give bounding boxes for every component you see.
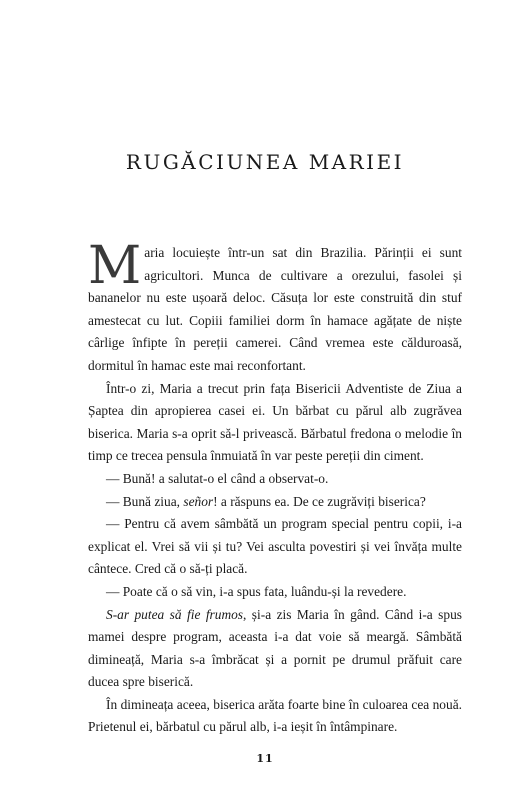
paragraph-7 <box>88 604 462 694</box>
paragraph-8: În dimineața aceea, biserica arăta foarte bine în culoarea cea nouă. Prietenul ei, bărbatul cu părul alb, i-a ieșit în întâmpinare. <box>88 696 462 735</box>
drop-cap: M <box>88 236 142 296</box>
paragraph-5: — Pentru că avem sâmbătă un program special pentru copii, i-a explicat el. Vrei să vii și tu? Vei asculta povestiri și vei învăța multe cântece. Cred că o să-ți placă. <box>88 516 462 577</box>
paragraph-7-emphasis: S-ar putea să fie frumos <box>106 606 244 622</box>
paragraph-4-text-b: ! a răspuns ea. De ce zugrăviți biserica? <box>213 493 426 509</box>
paragraph-6: — Poate că o să vin, i-a spus fata, luându-și la revedere. <box>106 583 407 599</box>
paragraph-1 <box>88 236 462 378</box>
page-number: 11 <box>256 752 274 765</box>
paragraph-7-text: , și-a zis Maria în gând. Când i-a spus mamei despre program, aceasta i-a dat voie să meargă. Sâmbătă dimineață, Maria s-a îmbrăcat și a pornit pe drumul prăfuit care ducea spre biserică. <box>88 606 462 690</box>
paragraph-1-text: aria locuiește într-un sat din Brazilia. Părinții ei sunt agricultori. Munca de cultivare a orezului, fasolei și bananelor nu este ușoară deloc. Căsuța lor este construită din stuf amestecat cu lut. Copiii familiei dorm în hamace agățate de niște cârlige înfipte în pereții camerei. Când vremea este călduroasă, dormitul în hamac este mai reconfortant. <box>88 245 462 373</box>
paragraph-4-emphasis: señor <box>183 493 214 509</box>
paragraph-2: Într-o zi, Maria a trecut prin fața Bisericii Adventiste de Ziua a Șaptea din apropierea casei ei. Un bărbat cu părul alb zugrăvea biserica. Maria s-a oprit să-l privească. Bărbatul fredona o melodie în timp ce trecea pensula înmuiată în var peste pereții din ciment. <box>88 380 462 464</box>
paragraph-4 <box>88 491 462 514</box>
chapter-body <box>88 236 462 739</box>
paragraph-4-text-a: — Bună ziua, <box>106 493 184 509</box>
paragraph-3: — Bună! a salutat-o el când a observat-o. <box>106 470 329 486</box>
chapter-title: RUGĂCIUNEA MARIEI <box>125 150 405 174</box>
